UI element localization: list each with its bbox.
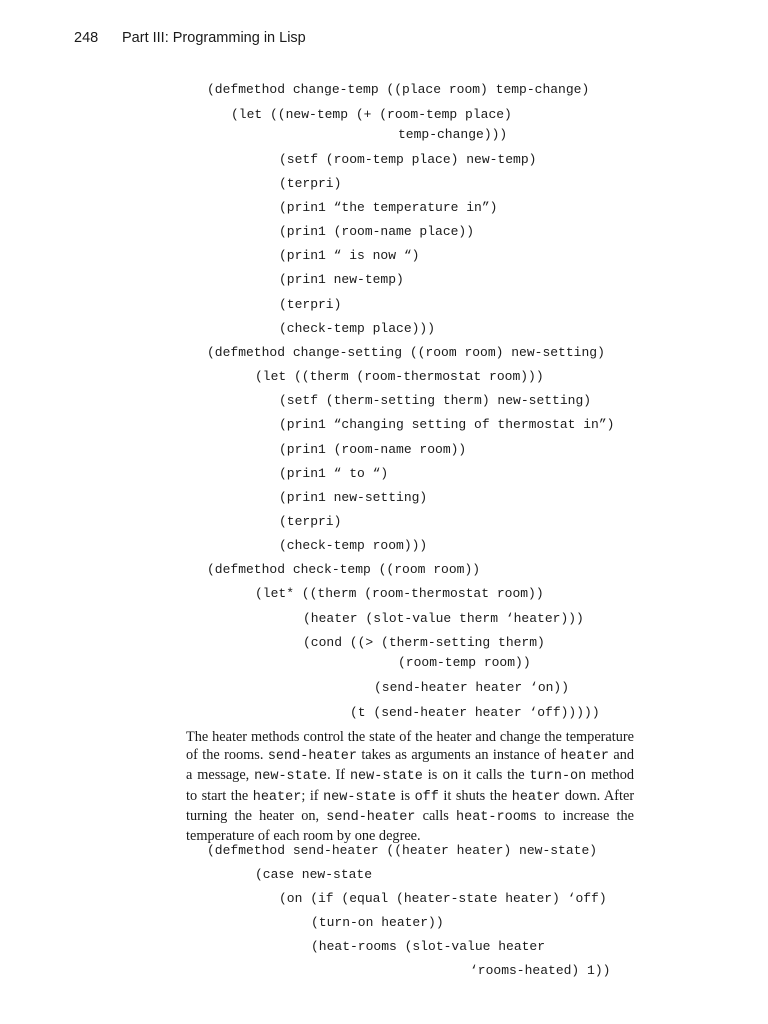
- running-header: [74, 30, 306, 46]
- code-line: (defmethod change-temp ((place room) temp-change): [207, 82, 590, 97]
- inline-code: heat-rooms: [456, 809, 538, 825]
- code-line: ‘rooms-heated) 1)): [470, 963, 611, 978]
- prose-text: and a message,: [186, 747, 635, 784]
- inline-code: send-heater: [267, 749, 357, 765]
- prose-text: is: [400, 787, 411, 804]
- code-line: (send-heater heater ‘on)): [374, 680, 570, 695]
- inline-code: send-heater: [326, 809, 416, 825]
- code-line: (turn-on heater)): [311, 915, 444, 930]
- code-line: (defmethod check-temp ((room room)): [207, 562, 481, 577]
- code-line: (heat-rooms (slot-value heater: [311, 939, 546, 954]
- inline-code: heater: [560, 749, 609, 765]
- code-line: (terpri): [279, 297, 342, 312]
- code-line: (prin1 “the temperature in”): [279, 200, 498, 215]
- code-line: (terpri): [279, 176, 342, 191]
- inline-code: heater: [252, 789, 302, 805]
- inline-code: new-state: [349, 769, 423, 785]
- code-line: (heater (slot-value therm ‘heater))): [303, 611, 584, 626]
- code-line: (on (if (equal (heater-state heater) ‘off): [279, 891, 607, 906]
- inline-code: turn-on: [529, 769, 587, 785]
- inline-code: new-state: [254, 769, 328, 785]
- code-line: (prin1 new-temp): [279, 272, 404, 287]
- code-line: (prin1 “changing setting of thermostat in”): [279, 417, 615, 432]
- prose-text: it shuts the: [443, 787, 508, 804]
- prose-text: is: [427, 767, 438, 784]
- code-line: (check-temp place))): [279, 321, 436, 336]
- prose-text: to increase the temperature of each room by one degree.: [186, 807, 634, 845]
- code-line: (prin1 “ is now “): [279, 248, 420, 263]
- prose-text: ; if: [301, 787, 319, 804]
- code-line: (case new-state: [255, 867, 373, 882]
- code-line: (t (send-heater heater ‘off))))): [350, 705, 600, 720]
- inline-code: new-state: [323, 789, 396, 805]
- body-paragraph: [186, 728, 634, 845]
- inline-code: off: [414, 789, 439, 805]
- code-line: (prin1 (room-name place)): [279, 224, 475, 239]
- prose-text: . If: [327, 767, 346, 784]
- code-line: (room-temp room)): [398, 655, 531, 670]
- code-line: (let ((new-temp (+ (room-temp place): [231, 107, 512, 122]
- code-line: (setf (room-temp place) new-temp): [279, 152, 537, 167]
- prose-text: takes as arguments an instance of: [361, 747, 556, 764]
- code-line: (let* ((therm (room-thermostat room)): [255, 586, 544, 601]
- inline-code: on: [442, 769, 459, 785]
- prose-text: down. After turning the heater on,: [186, 787, 635, 824]
- running-title: Part III: Programming in Lisp: [122, 30, 306, 46]
- code-line: temp-change))): [398, 127, 508, 142]
- code-line: (defmethod send-heater ((heater heater) new-state): [207, 843, 598, 858]
- code-line: (prin1 (room-name room)): [279, 442, 467, 457]
- prose-text: method to start the: [186, 767, 635, 804]
- code-line: (setf (therm-setting therm) new-setting): [279, 393, 592, 408]
- code-line: (let ((therm (room-thermostat room))): [255, 369, 544, 384]
- inline-code: heater: [511, 789, 561, 805]
- prose-text: it calls the: [463, 767, 525, 784]
- code-line: (terpri): [279, 514, 342, 529]
- page-number: 248: [74, 30, 99, 46]
- code-line: (prin1 new-setting): [279, 490, 428, 505]
- code-line: (defmethod change-setting ((room room) new-setting): [207, 345, 605, 360]
- prose-text: The heater methods control the state of the heater and change the temperature of the rooms.: [186, 729, 634, 764]
- code-line: (check-temp room))): [279, 538, 428, 553]
- code-line: (prin1 “ to “): [279, 466, 389, 481]
- prose-text: calls: [422, 807, 449, 824]
- code-line: (cond ((> (therm-setting therm): [303, 635, 545, 650]
